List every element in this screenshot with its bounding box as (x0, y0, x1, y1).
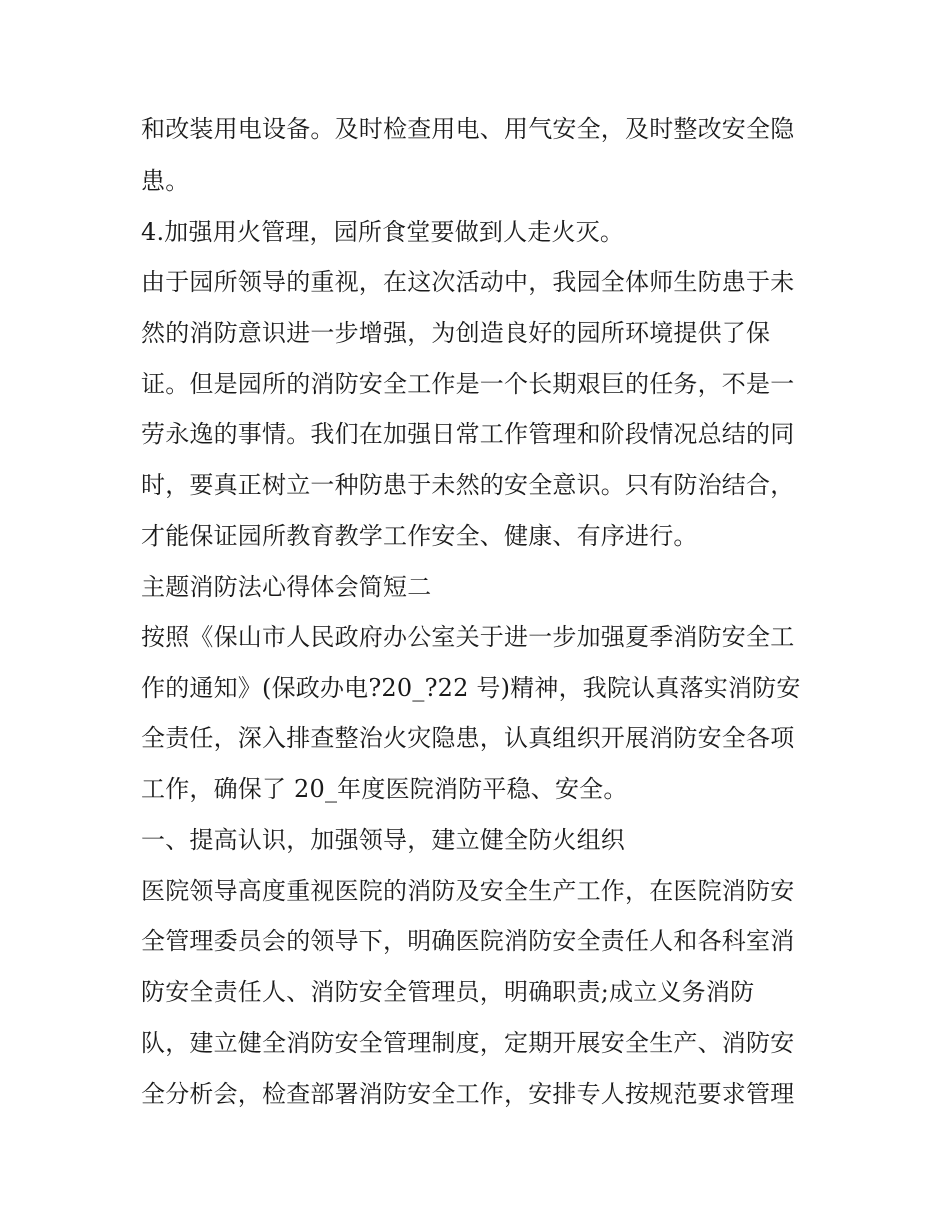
text-line: 证。但是园所的消防安全工作是一个长期艰巨的任务，不是一 (141, 370, 795, 398)
text-line: 防安全责任人、消防安全管理员，明确职责;成立义务消防 (141, 978, 755, 1006)
text-line: 才能保证园所教育教学工作安全、健康、有序进行。 (141, 522, 698, 550)
subsection-heading: 一、提高认识，加强领导，建立健全防火组织 (141, 826, 625, 854)
text-line: 全责任，深入排查整治火灾隐患，认真组织开展消防安全各项 (141, 724, 795, 752)
text-line: 作的通知》(保政办电?20_?22 号)精神，我院认真落实消防安 (141, 674, 801, 702)
text-line: 由于园所领导的重视，在这次活动中，我园全体师生防患于未 (141, 268, 795, 296)
text-line: 4.加强用火管理，园所食堂要做到人走火灭。 (141, 218, 625, 246)
text-line: 按照《保山市人民政府办公室关于进一步加强夏季消防安全工 (141, 623, 795, 651)
text-line: 医院领导高度重视医院的消防及安全生产工作，在医院消防安 (141, 877, 795, 905)
text-line: 全分析会，检查部署消防安全工作，安排专人按规范要求管理 (141, 1080, 795, 1108)
text-line: 队，建立健全消防安全管理制度，定期开展安全生产、消防安 (141, 1029, 795, 1057)
text-line: 劳永逸的事情。我们在加强日常工作管理和阶段情况总结的同 (141, 420, 795, 448)
text-line: 时，要真正树立一种防患于未然的安全意识。只有防治结合， (141, 471, 795, 499)
text-line: 患。 (141, 167, 190, 195)
text-line: 全管理委员会的领导下，明确医院消防安全责任人和各科室消 (141, 927, 795, 955)
text-line: 工作，确保了 20_年度医院消防平稳、安全。 (141, 775, 628, 803)
text-line: 然的消防意识进一步增强，为创造良好的园所环境提供了保 (141, 319, 771, 347)
text-line: 和改装用电设备。及时检查用电、用气安全，及时整改安全隐 (141, 115, 795, 143)
section-heading: 主题消防法心得体会简短二 (141, 573, 432, 601)
